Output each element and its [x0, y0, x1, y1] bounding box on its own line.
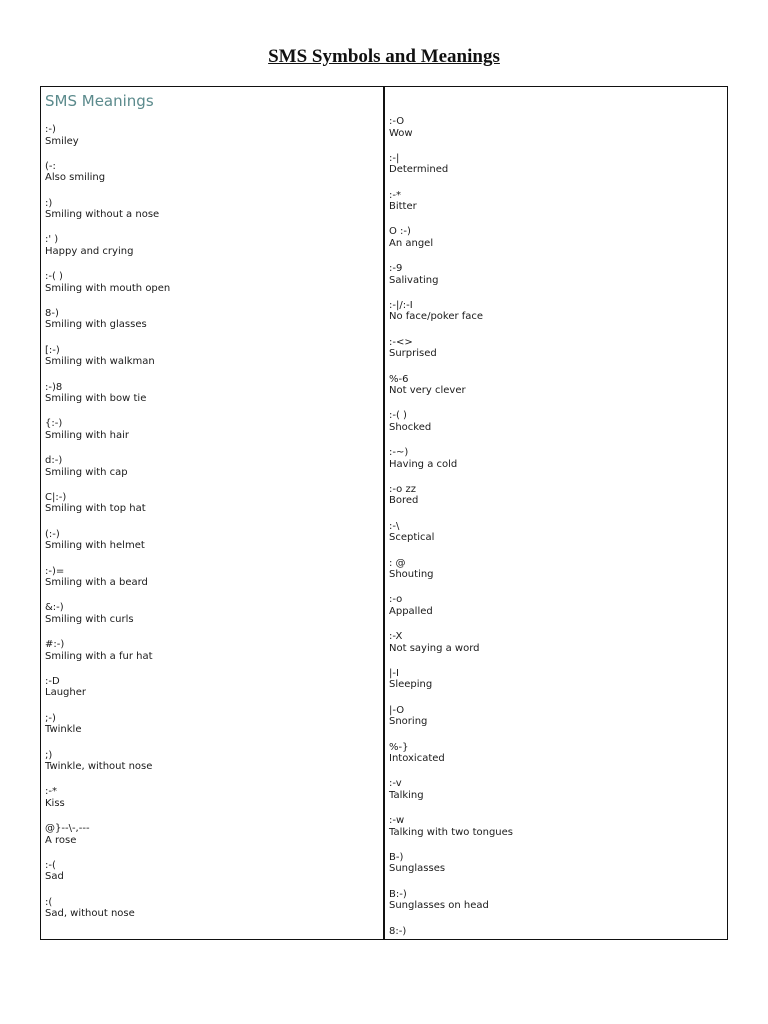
- meaning-text: Smiling with helmet: [45, 540, 145, 552]
- symbol-text: |-O: [389, 704, 405, 716]
- left-entry-list: [45, 124, 383, 934]
- meaning-text: Smiling with top hat: [45, 503, 146, 515]
- list-item: [389, 153, 727, 190]
- list-item: [389, 815, 727, 852]
- meaning-text: Sunglasses on head: [389, 900, 489, 912]
- symbol-text: (-:: [45, 160, 56, 172]
- meaning-text: Appalled: [389, 605, 433, 617]
- meaning-text: Twinkle, without nose: [45, 761, 153, 773]
- list-item: [389, 668, 727, 705]
- meaning-text: Intoxicated: [389, 753, 445, 765]
- list-item: [389, 116, 727, 153]
- symbol-text: B-): [389, 851, 404, 863]
- list-item: [45, 124, 383, 161]
- list-item: [45, 382, 383, 419]
- meaning-text: Talking with two tongues: [389, 826, 514, 838]
- list-item: [389, 300, 727, 337]
- meaning-text: Not saying a word: [389, 642, 480, 654]
- symbol-text: B:-): [389, 888, 407, 900]
- list-item: [45, 161, 383, 198]
- symbol-text: :(: [45, 896, 53, 908]
- symbol-text: :-): [45, 124, 56, 135]
- symbol-text: :-w: [389, 815, 405, 827]
- symbol-text: :-\: [389, 520, 400, 532]
- symbol-text: @}--\-,---: [45, 823, 90, 835]
- list-item: [45, 418, 383, 455]
- meaning-text: Twinkle: [45, 724, 82, 736]
- symbol-text: ;-): [45, 712, 56, 724]
- meaning-text: Smiley: [45, 135, 79, 147]
- symbol-text: |-I: [389, 667, 399, 679]
- symbol-text: {:-): [45, 418, 63, 430]
- list-item: [45, 566, 383, 603]
- list-item: [45, 639, 383, 676]
- list-item: [389, 594, 727, 631]
- list-item: [389, 631, 727, 668]
- list-item: [389, 742, 727, 779]
- symbol-text: :-|/:-I: [389, 299, 413, 311]
- meaning-text: Sunglasses: [389, 863, 446, 875]
- symbol-text: :-( ): [389, 410, 407, 422]
- list-item: [389, 410, 727, 447]
- meaning-text: Not very clever: [389, 385, 466, 397]
- list-item: [45, 455, 383, 492]
- symbol-text: %-}: [389, 741, 409, 753]
- symbol-text: :-~): [389, 447, 409, 459]
- meaning-text: Kiss: [45, 797, 65, 809]
- symbol-text: : @: [389, 557, 406, 569]
- right-entry-list: [389, 116, 727, 939]
- left-column: [41, 87, 385, 939]
- list-item: [389, 852, 727, 889]
- symbol-text: :-)=: [45, 565, 65, 577]
- list-item: [45, 602, 383, 639]
- symbol-text: :-X: [389, 631, 403, 643]
- meaning-text: Smiling with mouth open: [45, 282, 171, 294]
- meaning-text: Talking: [389, 789, 424, 801]
- meaning-text: Shocked: [389, 421, 432, 433]
- list-item: [389, 889, 727, 926]
- symbol-text: :' ): [45, 234, 59, 246]
- symbol-text: %-6: [389, 373, 409, 385]
- meaning-text: Snoring: [389, 716, 428, 728]
- list-item: [389, 521, 727, 558]
- meaning-text: Smiling with curls: [45, 613, 134, 625]
- section-heading: SMS Meanings: [45, 92, 154, 110]
- meaning-text: Smiling with glasses: [45, 319, 147, 331]
- symbol-text: :-v: [389, 778, 402, 790]
- list-item: [45, 271, 383, 308]
- list-item: [45, 897, 383, 934]
- meaning-text: An angel: [389, 237, 434, 249]
- symbol-text: :-( ): [45, 271, 63, 283]
- list-item: [389, 447, 727, 484]
- meaning-text: Having a cold: [389, 458, 458, 470]
- list-item: [389, 778, 727, 815]
- list-item: [389, 558, 727, 595]
- meaning-text: Smiling without a nose: [45, 209, 160, 221]
- symbol-text: 8-): [45, 307, 59, 319]
- symbol-text: :-o: [389, 594, 403, 606]
- list-item: [389, 263, 727, 300]
- list-item: [389, 705, 727, 742]
- symbol-text: C|:-): [45, 491, 67, 503]
- list-item: [45, 345, 383, 382]
- meaning-text: Smiling with a fur hat: [45, 650, 153, 662]
- list-item: [389, 337, 727, 374]
- symbol-text: :-<>: [389, 336, 413, 348]
- symbol-text: :-|: [389, 152, 400, 164]
- symbol-text: :): [45, 197, 53, 209]
- meaning-text: Sad: [45, 871, 64, 883]
- meaning-text: Salivating: [389, 274, 439, 286]
- list-item: [45, 308, 383, 345]
- list-item: [389, 374, 727, 411]
- meaning-text: Shouting: [389, 569, 434, 581]
- symbol-text: :-9: [389, 263, 403, 275]
- meaning-text: Smiling with cap: [45, 466, 128, 478]
- symbol-text: [:-): [45, 344, 60, 356]
- symbol-text: :-)8: [45, 381, 63, 393]
- list-item: [45, 234, 383, 271]
- list-item: [389, 190, 727, 227]
- list-item: [45, 529, 383, 566]
- meaning-text: Smiling with hair: [45, 429, 130, 441]
- meaning-text: Bitter: [389, 201, 417, 213]
- document-title: SMS Symbols and Meanings: [268, 46, 500, 67]
- symbol-text: ;): [45, 749, 53, 761]
- list-item: [45, 786, 383, 823]
- symbol-text: O :-): [389, 226, 411, 238]
- meaning-text: No face/poker face: [389, 311, 484, 323]
- meaning-text: Smiling with a beard: [45, 577, 148, 589]
- right-column: [385, 87, 727, 939]
- list-item: [389, 226, 727, 263]
- meaning-text: Also smiling: [45, 172, 106, 184]
- list-item: [45, 198, 383, 235]
- symbols-table: [40, 86, 728, 940]
- list-item: [45, 492, 383, 529]
- symbol-text: d:-): [45, 455, 63, 467]
- symbol-text: &:-): [45, 602, 64, 614]
- list-item: [45, 823, 383, 860]
- meaning-text: Happy and crying: [45, 245, 134, 257]
- symbol-text: :-D: [45, 675, 60, 687]
- list-item: [389, 484, 727, 521]
- symbol-text: (:-): [45, 528, 60, 540]
- symbol-text: 8:-): [389, 925, 407, 937]
- meaning-text: Wow: [389, 127, 413, 139]
- meaning-text: Bored: [389, 495, 419, 507]
- meaning-text: Determined: [389, 164, 449, 176]
- meaning-text: Smiling with bow tie: [45, 393, 147, 405]
- meaning-text: A rose: [45, 834, 77, 846]
- symbol-text: :-o zz: [389, 483, 416, 495]
- list-item: [45, 750, 383, 787]
- symbol-text: :-(: [45, 859, 56, 871]
- meaning-text: Sad, without nose: [45, 908, 135, 920]
- meaning-text: Laugher: [45, 687, 86, 699]
- meaning-text: Smiling with walkman: [45, 356, 155, 368]
- symbol-text: :-*: [389, 189, 401, 201]
- symbol-text: :-*: [45, 786, 57, 798]
- list-item: [45, 860, 383, 897]
- list-item: [45, 676, 383, 713]
- symbol-text: :-O: [389, 116, 405, 127]
- list-item: [45, 713, 383, 750]
- meaning-text: Surprised: [389, 348, 437, 360]
- list-item: [389, 926, 727, 939]
- meaning-text: Sleeping: [389, 679, 433, 691]
- symbol-text: #:-): [45, 639, 65, 651]
- meaning-text: Sceptical: [389, 532, 435, 544]
